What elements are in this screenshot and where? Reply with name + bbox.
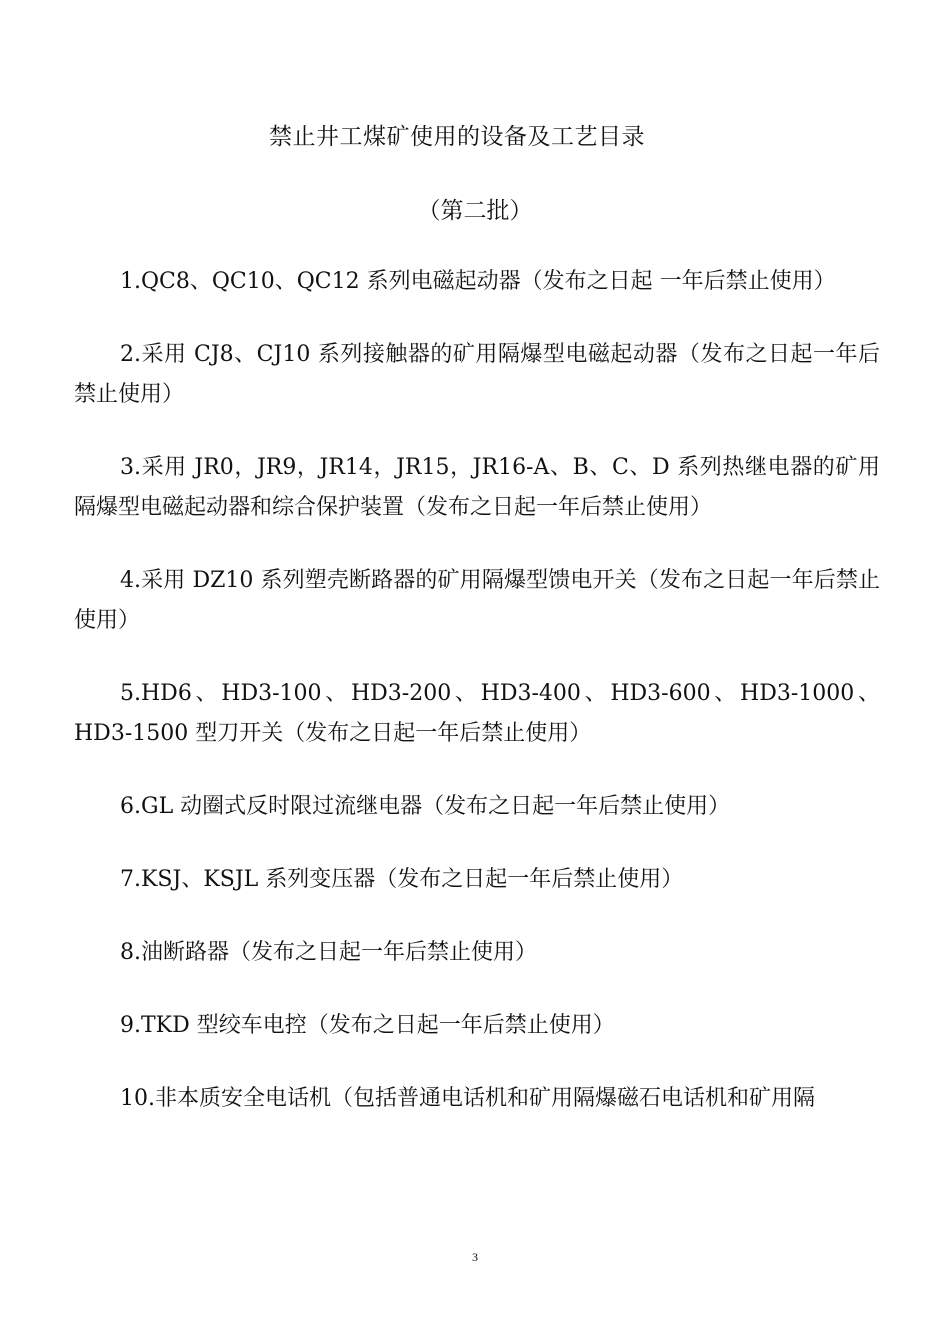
- list-item: 3.采用 JR0，JR9，JR14，JR15，JR16-A、B、C、D 系列热继电器的矿用隔爆型电磁起动器和综合保护装置（发布之日起一年后禁止使用）: [74, 455, 880, 520]
- list-item: 2.采用 CJ8、CJ10 系列接触器的矿用隔爆型电磁起动器（发布之日起一年后禁止使用）: [74, 342, 880, 407]
- page-number: 3: [472, 1250, 478, 1264]
- list-item: 5.HD6、HD3-100、HD3-200、HD3-400、HD3-600、HD3-1000、HD3-1500 型刀开关（发布之日起一年后禁止使用）: [74, 681, 880, 746]
- list-item: 9.TKD 型绞车电控（发布之日起一年后禁止使用）: [120, 1013, 615, 1038]
- list-item: 8.油断路器（发布之日起一年后禁止使用）: [120, 940, 537, 965]
- document-title: 禁止井工煤矿使用的设备及工艺目录: [269, 124, 645, 150]
- list-item: 10.非本质安全电话机（包括普通电话机和矿用隔爆磁石电话机和矿用隔: [120, 1086, 815, 1111]
- list-item: 1.QC8、QC10、QC12 系列电磁起动器（发布之日起 一年后禁止使用）: [120, 269, 836, 294]
- list-item: 7.KSJ、KSJL 系列变压器（发布之日起一年后禁止使用）: [120, 867, 684, 892]
- document-subtitle: （第二批）: [417, 198, 533, 224]
- list-item: 6.GL 动圈式反时限过流继电器（发布之日起一年后禁止使用）: [120, 794, 731, 819]
- item-list: [74, 262, 880, 1152]
- list-item: 4.采用 DZ10 系列塑壳断路器的矿用隔爆型馈电开关（发布之日起一年后禁止使用）: [74, 568, 880, 633]
